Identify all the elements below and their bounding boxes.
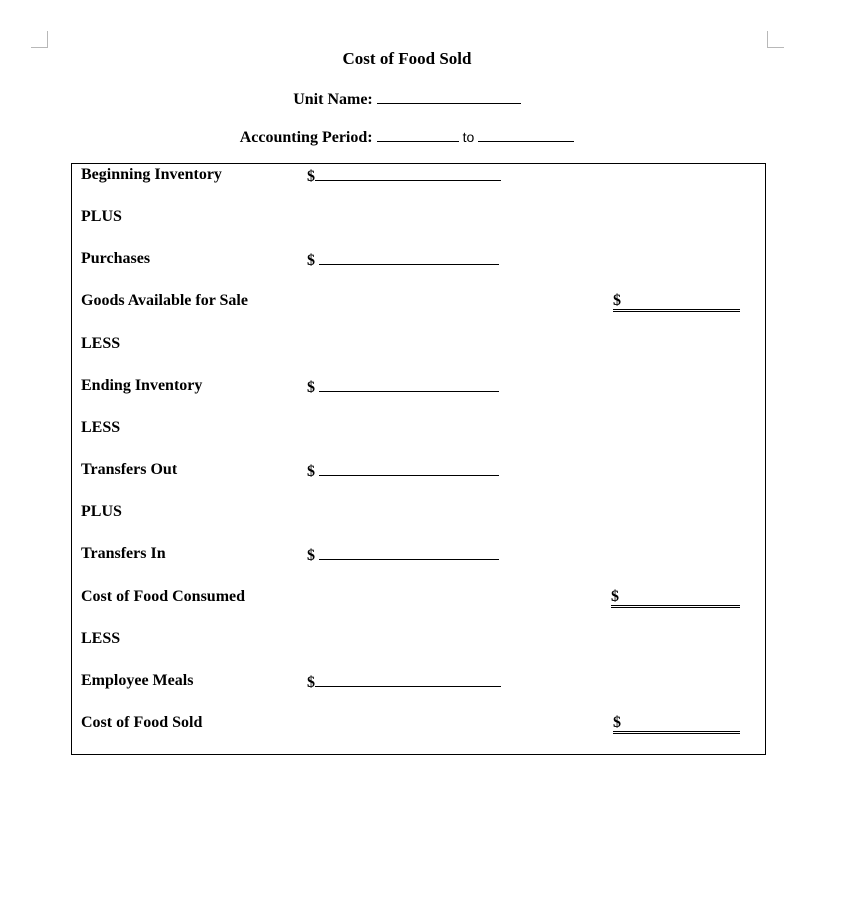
accounting-period-line — [0, 127, 814, 147]
currency-symbol: $ — [613, 714, 621, 731]
period-end-field[interactable] — [478, 127, 574, 142]
page-corner-mark-top-left — [31, 31, 48, 48]
currency-symbol: $ — [307, 168, 315, 185]
beginning-inventory-amount — [307, 166, 501, 186]
purchases-field[interactable] — [319, 250, 499, 265]
row-label-employee-meals: Employee Meals — [81, 672, 194, 689]
row-label-transfers-out: Transfers Out — [81, 461, 178, 478]
document-title: Cost of Food Sold — [342, 49, 472, 68]
accounting-period-label: Accounting Period: — [239, 129, 373, 146]
purchases-amount — [307, 250, 499, 270]
cost-of-food-consumed-total-field[interactable] — [611, 588, 740, 608]
transfers-in-amount — [307, 545, 499, 565]
cost-form-box — [71, 163, 766, 755]
currency-symbol: $ — [307, 463, 315, 480]
row-label-goods-available: Goods Available for Sale — [81, 292, 248, 309]
currency-symbol: $ — [307, 252, 315, 269]
beginning-inventory-field[interactable] — [315, 166, 501, 181]
currency-symbol: $ — [307, 547, 315, 564]
row-label-cost-of-food-sold: Cost of Food Sold — [81, 714, 203, 731]
row-label-less: LESS — [81, 335, 121, 352]
transfers-out-field[interactable] — [319, 461, 499, 476]
period-to-text: to — [462, 129, 475, 145]
employee-meals-field[interactable] — [315, 672, 501, 687]
currency-symbol: $ — [613, 292, 621, 309]
transfers-out-amount — [307, 461, 499, 481]
unit-name-line — [0, 89, 814, 109]
page-corner-mark-top-right — [767, 31, 784, 48]
ending-inventory-field[interactable] — [319, 377, 499, 392]
row-label-plus: PLUS — [81, 208, 122, 225]
currency-symbol: $ — [307, 674, 315, 691]
row-label-beginning-inventory: Beginning Inventory — [81, 166, 222, 183]
period-start-field[interactable] — [377, 127, 459, 142]
cost-of-food-sold-total-field[interactable] — [613, 714, 740, 734]
goods-available-total-field[interactable] — [613, 292, 740, 312]
row-label-cost-of-food-consumed: Cost of Food Consumed — [81, 588, 246, 605]
row-label-plus: PLUS — [81, 503, 122, 520]
unit-name-label: Unit Name: — [293, 91, 373, 108]
currency-symbol: $ — [611, 588, 619, 605]
transfers-in-field[interactable] — [319, 545, 499, 560]
ending-inventory-amount — [307, 377, 499, 397]
row-label-less: LESS — [81, 419, 121, 436]
row-label-purchases: Purchases — [81, 250, 151, 267]
unit-name-field[interactable] — [377, 89, 521, 104]
currency-symbol: $ — [307, 379, 315, 396]
row-label-ending-inventory: Ending Inventory — [81, 377, 203, 394]
employee-meals-amount — [307, 672, 501, 692]
row-label-transfers-in: Transfers In — [81, 545, 166, 562]
row-label-less: LESS — [81, 630, 121, 647]
